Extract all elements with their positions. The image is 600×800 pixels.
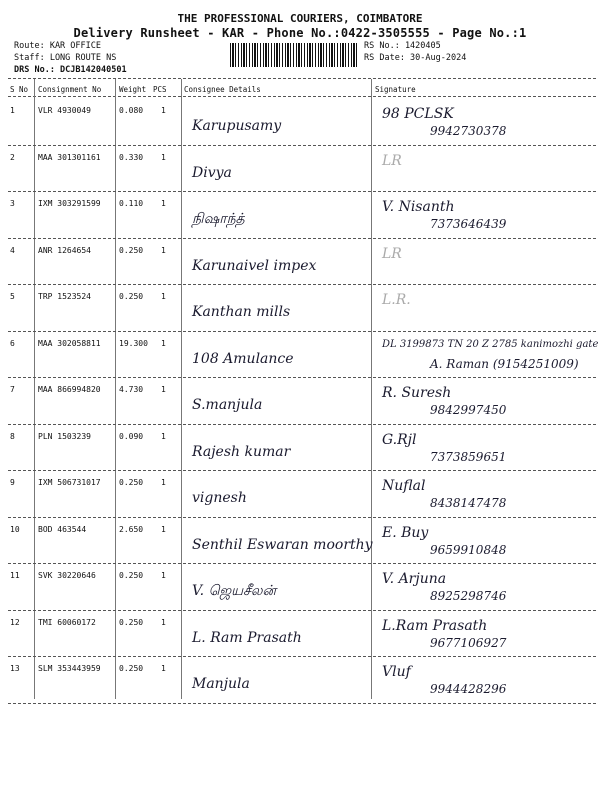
drs-number: DRS No.: DCJB142040501 [14, 65, 127, 75]
consignee-name: vignesh [192, 490, 247, 506]
table-row [0, 100, 600, 147]
header-bottom-rule [8, 96, 596, 97]
row-sno: 11 [10, 571, 20, 580]
row-pcs: 1 [161, 385, 166, 394]
consignee-name: நிஷாந்த் [192, 211, 245, 227]
signature: R. Suresh [382, 385, 452, 401]
signature: LR [382, 245, 402, 262]
row-weight: 0.250 [119, 292, 144, 301]
row-consignment: MAA 866994820 [38, 385, 101, 394]
consignee-name: 108 Amulance [192, 350, 294, 367]
col-pcs: PCS [153, 85, 167, 94]
company-title: THE PROFESSIONAL COURIERS, COIMBATORE [177, 12, 423, 25]
row-sno: 1 [10, 106, 15, 115]
rs-date: RS Date: 30-Aug-2024 [364, 53, 467, 63]
row-weight: 0.250 [119, 245, 144, 255]
consignee-name: V. ஜெயசீலன் [192, 583, 277, 599]
row-weight: 0.250 [119, 664, 144, 673]
row-rule [8, 517, 596, 518]
row-consignment: SLM 353443959 [38, 664, 101, 673]
signature-phone: 9944428296 [430, 682, 507, 696]
consignee-name: Karunaivel impex [192, 257, 317, 274]
signature-phone: 7373646439 [430, 217, 507, 231]
signature: V. Arjuna [382, 571, 447, 587]
col-consignment: Consignment No [38, 85, 102, 94]
signature-phone: 8925298746 [430, 589, 507, 603]
row-rule [8, 563, 596, 564]
barcode [230, 43, 358, 67]
route-label: Route: KAR OFFICE [14, 41, 101, 51]
row-consignment: BOD 463544 [38, 524, 87, 534]
row-rule [8, 424, 596, 425]
table-row [0, 286, 600, 333]
row-weight: 2.650 [119, 524, 144, 534]
row-consignment: IXM 506731017 [38, 478, 101, 487]
consignee-name: L. Ram Prasath [192, 629, 302, 646]
signature-phone: 9677106927 [430, 635, 507, 650]
consignee-name: Kanthan mills [192, 304, 291, 320]
row-rule [8, 191, 596, 192]
col-sno: S No [10, 85, 29, 94]
table-row [0, 519, 600, 566]
signature: LR [382, 152, 402, 169]
signature-phone: 7373859651 [430, 449, 507, 464]
row-rule [8, 238, 596, 239]
runsheet-title: Delivery Runsheet - KAR - Phone No.:0422-3505555 - Page No.:1 [73, 26, 527, 40]
row-rule [8, 377, 596, 378]
signature-phone: 9942730378 [430, 124, 507, 138]
row-rule [8, 656, 596, 657]
row-pcs: 1 [161, 152, 166, 162]
row-pcs: 1 [161, 571, 166, 580]
table-row [0, 333, 600, 380]
consignee-name: Manjula [192, 676, 250, 692]
row-rule [8, 145, 596, 146]
signature: L.R. [382, 292, 411, 308]
signature-phone: 9659910848 [430, 542, 507, 557]
staff-label: Staff: LONG ROUTE NS [14, 53, 117, 63]
row-weight: 0.110 [119, 199, 144, 208]
row-sno: 12 [10, 617, 20, 627]
row-rule [8, 470, 596, 471]
row-sno: 6 [10, 338, 15, 348]
table-row [0, 565, 600, 612]
row-weight: 4.730 [119, 385, 144, 394]
signature: G.Rjl [382, 431, 417, 448]
row-sno: 4 [10, 245, 15, 255]
table-row [0, 379, 600, 426]
table-row [0, 147, 600, 194]
row-consignment: TRP 1523524 [38, 292, 91, 301]
row-weight: 0.080 [119, 106, 144, 115]
signature: V. Nisanth [382, 199, 455, 215]
table-row [0, 426, 600, 473]
row-sno: 7 [10, 385, 15, 394]
row-weight: 0.250 [119, 571, 144, 580]
signature: L.Ram Prasath [382, 617, 488, 634]
header-right [364, 40, 466, 64]
row-pcs: 1 [161, 199, 166, 208]
row-pcs: 1 [161, 292, 166, 301]
signature: 98 PCLSK [382, 106, 454, 122]
table-row [0, 612, 600, 659]
consignee-name: Rajesh kumar [192, 443, 291, 460]
row-pcs: 1 [161, 106, 166, 115]
consignee-name: S.manjula [192, 397, 263, 413]
row-weight: 0.330 [119, 152, 144, 162]
row-rule [8, 331, 596, 332]
row-weight: 0.090 [119, 431, 144, 441]
signature: Nuflal [382, 478, 426, 494]
signature: Vluf [382, 664, 411, 680]
row-rule [8, 284, 596, 285]
header-top-rule [8, 78, 596, 79]
row-sno: 3 [10, 199, 15, 208]
col-consignee: Consignee Details [184, 85, 261, 94]
row-pcs: 1 [161, 617, 166, 627]
row-consignment: MAA 302058811 [38, 338, 101, 348]
row-consignment: IXM 303291599 [38, 199, 101, 208]
row-weight: 19.300 [119, 338, 148, 348]
row-pcs: 1 [161, 245, 166, 255]
table-row [0, 240, 600, 287]
row-pcs: 1 [161, 338, 166, 348]
row-rule [8, 703, 596, 704]
table-row [0, 193, 600, 240]
row-consignment: ANR 1264654 [38, 245, 91, 255]
signature-phone: A. Raman (9154251009) [430, 356, 579, 371]
row-sno: 2 [10, 152, 15, 162]
row-pcs: 1 [161, 431, 166, 441]
signature-phone: 8438147478 [430, 496, 507, 510]
row-pcs: 1 [161, 478, 166, 487]
row-pcs: 1 [161, 664, 166, 673]
row-pcs: 1 [161, 524, 166, 534]
row-consignment: MAA 301301161 [38, 152, 101, 162]
signature-phone: 9842997450 [430, 403, 507, 417]
consignee-name: Divya [192, 164, 232, 181]
table-row [0, 472, 600, 519]
row-consignment: TMI 60060172 [38, 617, 96, 627]
col-weight: Weight [119, 85, 147, 94]
header-left [14, 40, 127, 76]
table-row [0, 658, 600, 705]
row-consignment: VLR 4930049 [38, 106, 91, 115]
col-signature: Signature [375, 85, 416, 94]
row-sno: 9 [10, 478, 15, 487]
row-consignment: SVK 30220646 [38, 571, 96, 580]
row-sno: 10 [10, 524, 20, 534]
row-sno: 5 [10, 292, 15, 301]
row-weight: 0.250 [119, 617, 144, 627]
row-sno: 13 [10, 664, 20, 673]
signature: E. Buy [382, 524, 429, 541]
row-sno: 8 [10, 431, 15, 441]
consignee-name: Karupusamy [192, 118, 282, 134]
signature: DL 3199873 TN 20 Z 2785 kanimozhi gate [382, 338, 599, 350]
row-rule [8, 610, 596, 611]
row-weight: 0.250 [119, 478, 144, 487]
row-consignment: PLN 1503239 [38, 431, 91, 441]
consignee-name: Senthil Eswaran moorthy [192, 536, 373, 553]
rs-number: RS No.: 1420405 [364, 41, 441, 51]
